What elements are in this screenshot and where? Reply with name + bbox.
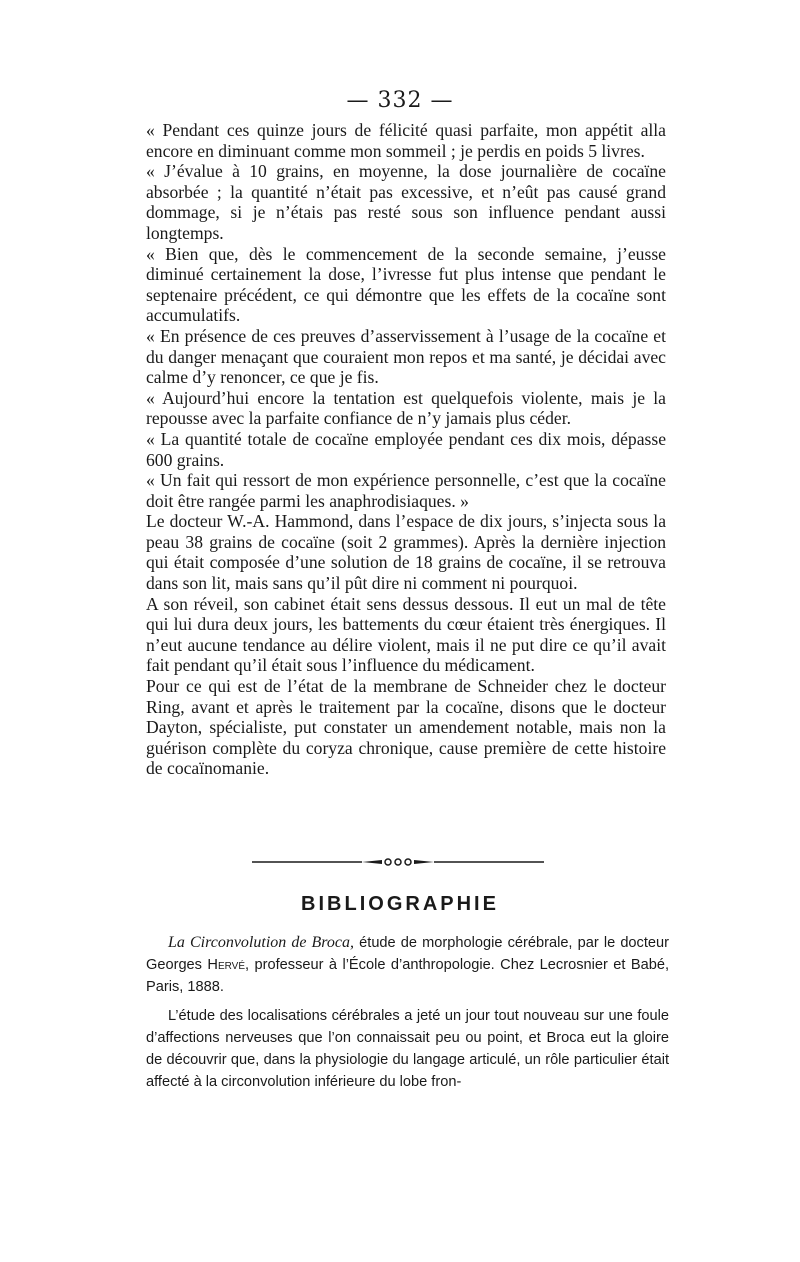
paragraph: Le docteur W.-A. Hammond, dans l’espace de dix jours, s’injecta sous la peau 38 grains de cocaïne (soit 2 grammes). Après la dernière injection qui était composée d’une solution de 18 grains de cocaïne, il se retrouva dans son lit, mais sans qu’il pût dire ni comment ni pourquoi.: [146, 511, 666, 594]
paragraph: « Un fait qui ressort de mon expérience personnelle, c’est que la cocaïne doit être rangée parmi les anaphrodisiaques. »: [146, 470, 666, 511]
paragraph: « La quantité totale de cocaïne employée pendant ces dix mois, dépasse 600 grains.: [146, 428, 666, 470]
ornament-divider: [252, 855, 544, 869]
paragraph: Pour ce qui est de l’état de la membrane de Schneider chez le docteur Ring, avant et après le traitement par la cocaïne, disons que le docteur Dayton, spécialiste, put constater un amendement notable, mais non la guérison complète du coryza chronique, cause première de cette histoire de cocaïnomanie.: [146, 676, 666, 779]
paragraph: A son réveil, son cabinet était sens dessus dessous. Il eut un mal de tête qui lui dura deux jours, les battements du cœur étaient très énergiques. Il n’eut aucune tendance au délire violent, mais il ne put dire ce qu’il avait fait pendant qu’il était sous l’influence du médicament.: [146, 593, 666, 676]
paragraph: « J’évalue à 10 grains, en moyenne, la dose journalière de cocaïne absorbée ; la quantité n’était pas excessive, et n’eût pas causé grand dommage, si je n’étais pas resté sous son influence pendant aussi longtemps.: [146, 161, 666, 243]
paragraph: « Aujourd’hui encore la tentation est quelquefois violente, mais je la repousse avec la parfaite confiance de n’y jamais plus céder.: [146, 387, 666, 429]
page-number: — 332 —: [346, 88, 454, 113]
bibliography-entry: [146, 932, 669, 999]
book-title: La Circonvolution de Broca,: [168, 934, 355, 951]
paragraph: « En présence de ces preuves d’asservissement à l’usage de la cocaïne et du danger menaçant que couraient mon repos et ma santé, je décidai avec calme d’y renoncer, ce que je fis.: [146, 325, 666, 388]
bibliography: [146, 932, 669, 1099]
main-text: [146, 120, 666, 779]
section-heading: BIBLIOGRAPHIE: [301, 893, 499, 915]
review-paragraph: L’étude des localisations cérébrales a jeté un jour tout nouveau sur une foule d’affections nerveuses que l’on connaissait peu ou point, et Broca eut la gloire de découvrir que, dans la physiologie du langage articulé, un rôle particulier était affecté à la circonvolution inférieure du lobe fron-: [146, 1007, 669, 1091]
entry-text: , professeur à l’École d’anthropologie. Chez Lecrosnier et Babé, Paris, 1888.: [146, 957, 670, 996]
entry-text: étude de morphologie cérébrale, par le docteur Georges: [146, 935, 669, 974]
paragraph: « Bien que, dès le commencement de la seconde semaine, j’eusse diminué certainement la dose, l’ivresse fut plus intense que pendant le septenaire précédent, ce qui démontre que les effets de la cocaïne sont accumulatifs.: [146, 243, 666, 326]
paragraph: « Pendant ces quinze jours de félicité quasi parfaite, mon appétit alla encore en diminuant comme mon sommeil ; je perdis en poids 5 livres.: [146, 120, 666, 161]
author-name: Hervé: [207, 957, 246, 974]
